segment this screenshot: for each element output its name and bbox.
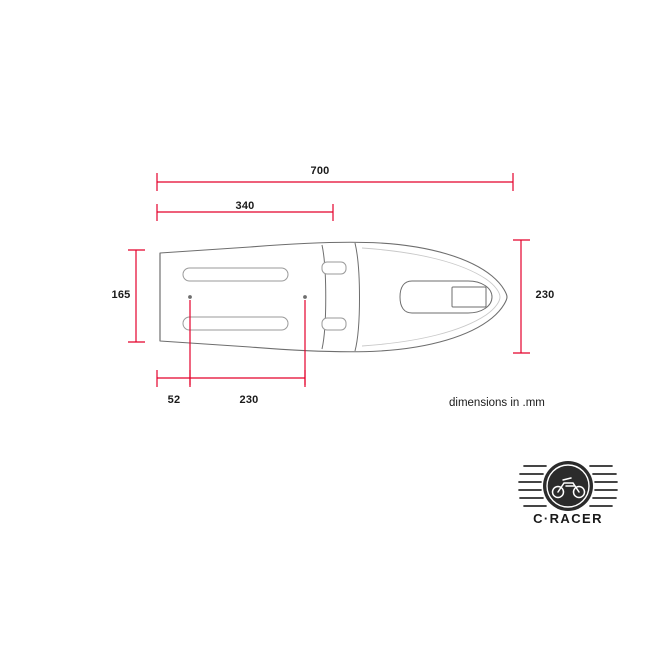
- dimension-label-overall-length: 700: [310, 165, 330, 177]
- dimension-bottom-offset: [157, 370, 190, 387]
- dimension-overall-length: [157, 173, 513, 191]
- dimension-tail-width: [513, 240, 530, 353]
- units-note: dimensions in .mm: [449, 397, 545, 409]
- c-racer-logo: [519, 461, 617, 511]
- seat-outline-group: [160, 242, 507, 352]
- dimension-front-width: [128, 250, 145, 342]
- dimension-label-hole-spacing: 230: [239, 394, 259, 406]
- c-racer-wordmark: C·RACER: [533, 511, 603, 526]
- seat-groove-lower: [183, 317, 288, 330]
- side-bracket-upper: [322, 262, 346, 274]
- dimension-label-front-section-length: 340: [235, 200, 255, 212]
- dimension-label-front-width: 165: [111, 289, 131, 301]
- tail-light-recess: [400, 281, 492, 313]
- dimension-label-tail-width: 230: [535, 289, 555, 301]
- seat-groove-upper: [183, 268, 288, 281]
- mounting-hole-rear: [303, 295, 307, 299]
- side-bracket-lower: [322, 318, 346, 330]
- mounting-hole-front: [188, 295, 192, 299]
- dimension-hole-spacing: [190, 370, 305, 387]
- dimension-label-bottom-offset: 52: [167, 394, 181, 406]
